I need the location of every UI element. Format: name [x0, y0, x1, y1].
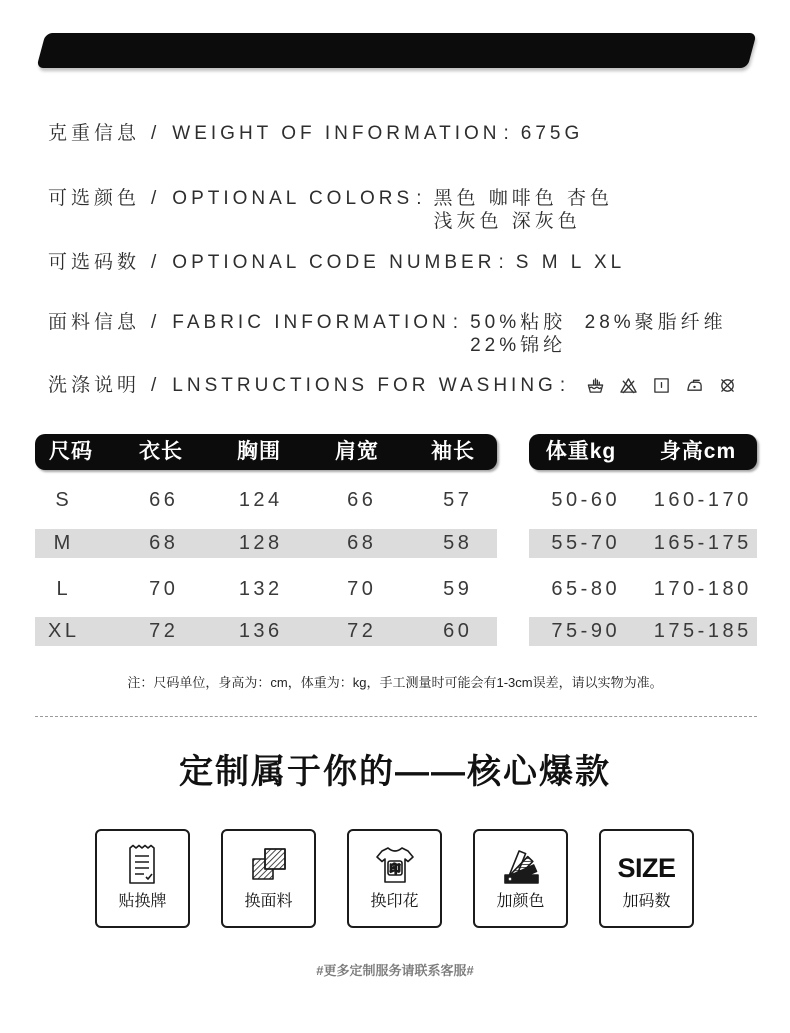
info-colors-line: 黑色 咖啡色 杏色 [433, 188, 614, 209]
info-colors-values [433, 187, 613, 233]
colon: : [559, 375, 570, 396]
info-fabric-line: 50%粘胶 28%聚脂纤维 [470, 312, 727, 333]
service-card [473, 829, 568, 928]
weight-cell: 55-70 [551, 532, 621, 554]
info-washing-cn: 洗涤说明 [48, 375, 141, 396]
color-swatch-icon [500, 843, 542, 887]
service-label: 换面料 [244, 893, 293, 910]
size-table-heading: 胸围 [237, 440, 281, 463]
chest-cell: 132 [238, 578, 283, 600]
fabric-icon [248, 843, 290, 887]
service-card [599, 829, 694, 928]
sleeve-cell: 60 [443, 620, 473, 642]
info-fabric [48, 311, 727, 357]
shoulder-cell: 72 [347, 620, 377, 642]
height-cell: 165-175 [653, 532, 752, 554]
tag-icon [122, 843, 164, 887]
service-card [347, 829, 442, 928]
weight-cell: 75-90 [551, 620, 621, 642]
sleeve-cell: 59 [443, 578, 473, 600]
info-colors-en: OPTIONAL COLORS [172, 188, 414, 209]
service-label: 贴换牌 [118, 893, 167, 910]
colon: : [416, 188, 426, 209]
dashed-divider [35, 716, 757, 717]
service-label: 加码数 [622, 893, 671, 910]
fit-table-heading: 体重kg [545, 440, 617, 463]
colon: : [498, 252, 508, 273]
size-table-heading: 肩宽 [335, 440, 379, 463]
tshirt-print-icon [374, 843, 416, 887]
height-cell: 175-185 [653, 620, 752, 642]
separator: / [151, 312, 161, 333]
service-card [221, 829, 316, 928]
size-table-heading: 衣长 [139, 440, 183, 463]
shoulder-cell: 66 [347, 489, 377, 511]
fit-table-heading: 身高cm [659, 440, 737, 463]
contact-footer: #更多定制服务请联系客服# [316, 963, 474, 978]
size-cell: S [55, 489, 73, 511]
washing-icons [587, 374, 752, 397]
table-row [0, 486, 790, 515]
table-row [0, 529, 790, 558]
size-cell: M [53, 532, 74, 554]
size-table-header [35, 434, 497, 470]
info-fabric-line: 22%锦纶 [470, 335, 567, 356]
size-note: 注：尺码单位，身高为：cm，体重为：kg，手工测量时可能会有1-3cm误差，请以实物为准。 [127, 675, 663, 690]
shoulder-cell: 68 [347, 532, 377, 554]
shoulder-cell: 70 [347, 578, 377, 600]
size-icon: SIZE [617, 853, 676, 883]
info-weight-value: 675G [520, 123, 584, 144]
size-table-heading: 袖长 [431, 440, 475, 463]
length-cell: 68 [149, 532, 179, 554]
colon: : [503, 123, 513, 144]
iron-icon [686, 377, 703, 394]
weight-cell: 50-60 [551, 489, 621, 511]
chest-cell: 128 [238, 532, 283, 554]
no-bleach-icon [620, 377, 637, 394]
colon: : [452, 312, 463, 333]
info-sizes-cn: 可选码数 [48, 252, 141, 273]
sleeve-cell: 58 [443, 532, 473, 554]
separator: / [151, 123, 161, 144]
separator: / [151, 188, 161, 209]
chest-cell: 124 [238, 489, 283, 511]
info-fabric-en: FABRIC INFORMATION [172, 312, 450, 333]
tumble-dry-icon [653, 377, 670, 394]
info-weight [48, 122, 583, 145]
info-sizes [48, 251, 625, 274]
weight-cell: 65-80 [551, 578, 621, 600]
height-cell: 170-180 [653, 578, 752, 600]
size-cell: L [56, 578, 72, 600]
separator: / [151, 252, 161, 273]
info-colors-line: 浅灰色 深灰色 [433, 211, 581, 232]
info-colors [48, 187, 613, 233]
height-cell: 160-170 [653, 489, 752, 511]
info-weight-en: WEIGHT OF INFORMATION [172, 123, 501, 144]
info-fabric-values [470, 311, 727, 357]
info-washing-en: LNSTRUCTIONS FOR WASHING [172, 375, 557, 396]
info-washing [48, 374, 752, 397]
info-colors-cn: 可选颜色 [48, 188, 141, 209]
sleeve-cell: 57 [443, 489, 473, 511]
fit-table-header [529, 434, 757, 470]
table-row [0, 617, 790, 646]
length-cell: 66 [149, 489, 179, 511]
custom-title: 定制属于你的——核心爆款 [179, 753, 611, 791]
hand-wash-icon [587, 377, 604, 394]
chest-cell: 136 [238, 620, 283, 642]
header-banner [36, 33, 756, 68]
info-weight-cn: 克重信息 [48, 123, 141, 144]
info-fabric-cn: 面料信息 [48, 312, 141, 333]
length-cell: 70 [149, 578, 179, 600]
no-dry-clean-icon [719, 377, 736, 394]
info-sizes-value: S M L XL [515, 252, 626, 273]
size-table-heading: 尺码 [49, 440, 93, 463]
print-glyph: 印 [389, 862, 400, 876]
service-card [95, 829, 190, 928]
table-row [0, 575, 790, 604]
length-cell: 72 [149, 620, 179, 642]
separator: / [151, 375, 161, 396]
service-label: 换印花 [370, 893, 419, 910]
service-label: 加颜色 [496, 893, 545, 910]
size-cell: XL [48, 620, 80, 642]
info-sizes-en: OPTIONAL CODE NUMBER [172, 252, 496, 273]
